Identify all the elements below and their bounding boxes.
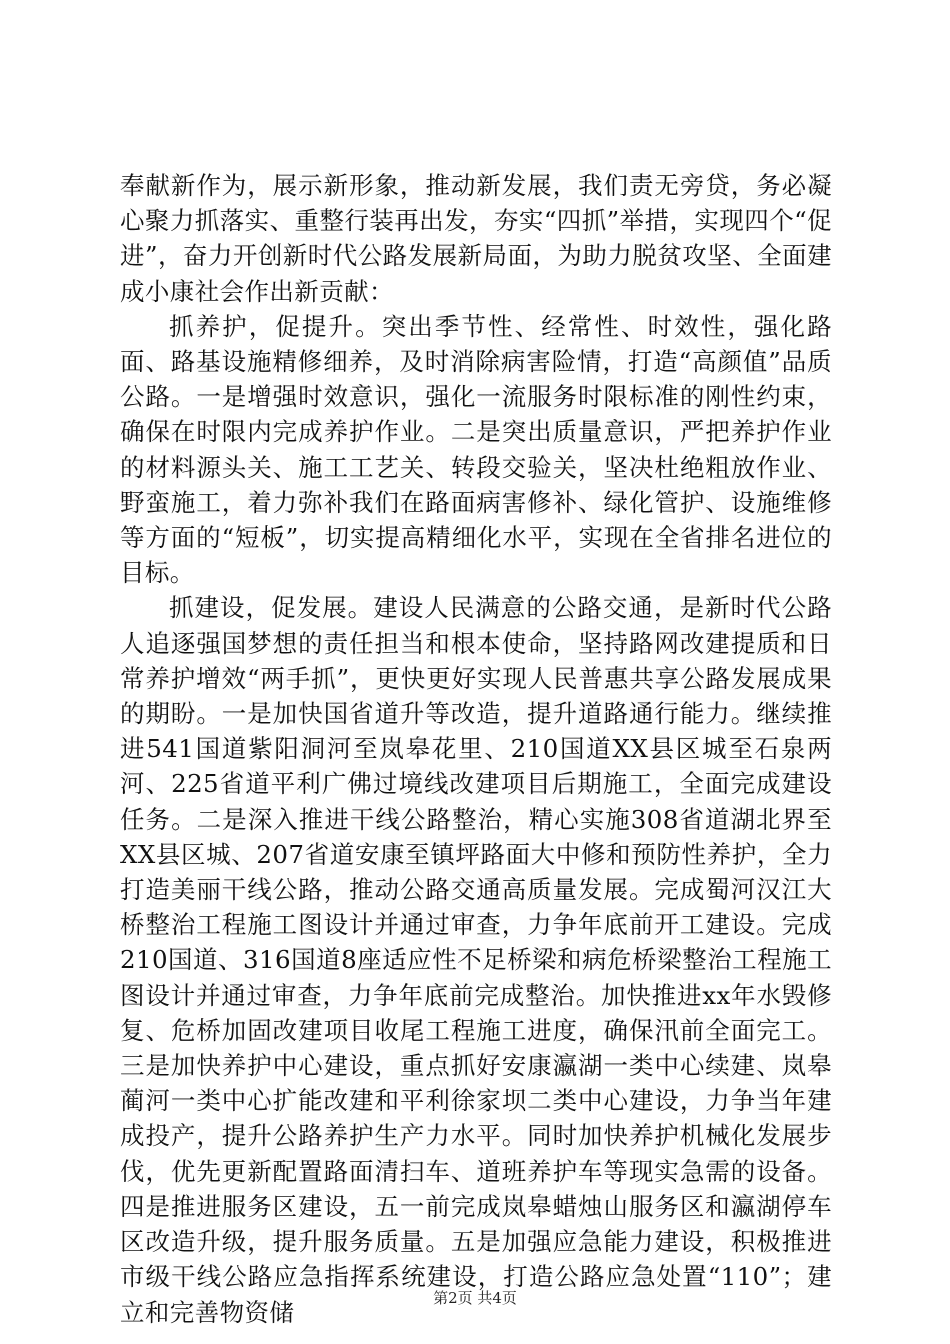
paragraph-continuation: 奉献新作为，展示新形象，推动新发展，我们责无旁贷，务必凝心聚力抓落实、重整行装再出发，夯实“四抓”举措，实现四个“促进”，奋力开创新时代公路发展新局面，为助力脱贫攻坚、全面建成小康社会作出新贡献：	[120, 171, 832, 306]
paragraph-construction: 抓建设，促发展。建设人民满意的公路交通，是新时代公路人追逐强国梦想的责任担当和根本使命，坚持路网改建提质和日常养护增效“两手抓”，更快更好实现人民普惠共享公路发展成果的期盼。一是加快国省道升等改造，提升道路通行能力。继续推进541国道紫阳洞河至岚皋花里、210国道XX县区城至石泉两河、225省道平利广佛过境线改建项目后期施工，全面完成建设任务。二是深入推进干线公路整治，精心实施308省道湖北界至XX县区城、207省道安康至镇坪路面大中修和预防性养护，全力打造美丽干线公路，推动公路交通高质量发展。完成蜀河汉江大桥整治工程施工图设计并通过审查，力争年底前开工建设。完成210国道、316国道8座适应性不足桥梁和病危桥梁整治工程施工图设计并通过审查，力争年底前完成整治。加快推进xx年水毁修复、危桥加固改建项目收尾工程施工进度，确保汛前全面完工。三是加快养护中心建设，重点抓好安康瀛湖一类中心续建、岚皋蔺河一类中心扩能改建和平利徐家坝二类中心建设，力争当年建成投产，提升公路养护生产力水平。同时加快养护机械化发展步伐，优先更新配置路面清扫车、道班养护车等现实急需的设备。四是推进服务区建设，五一前完成岚皋蜡烛山服务区和瀛湖停车区改造升级，提升服务质量。五是加强应急能力建设，积极推进市级干线公路应急指挥系统建设，打造公路应急处置“110”；建立和完善物资储	[120, 593, 832, 1327]
paragraph-maintenance: 抓养护，促提升。突出季节性、经常性、时效性，强化路面、路基设施精修细养，及时消除病害险情，打造“高颜值”品质公路。一是增强时效意识，强化一流服务时限标准的刚性约束，确保在时限内完成养护作业。二是突出质量意识，严把养护作业的材料源头关、施工工艺关、转段交验关，坚决杜绝粗放作业、野蛮施工，着力弥补我们在路面病害修补、绿化管护、设施维修等方面的“短板”，切实提高精细化水平，实现在全省排名进位的目标。	[120, 311, 832, 588]
page-footer: 第2页 共4页	[433, 1289, 517, 1307]
document-body	[120, 168, 832, 1330]
